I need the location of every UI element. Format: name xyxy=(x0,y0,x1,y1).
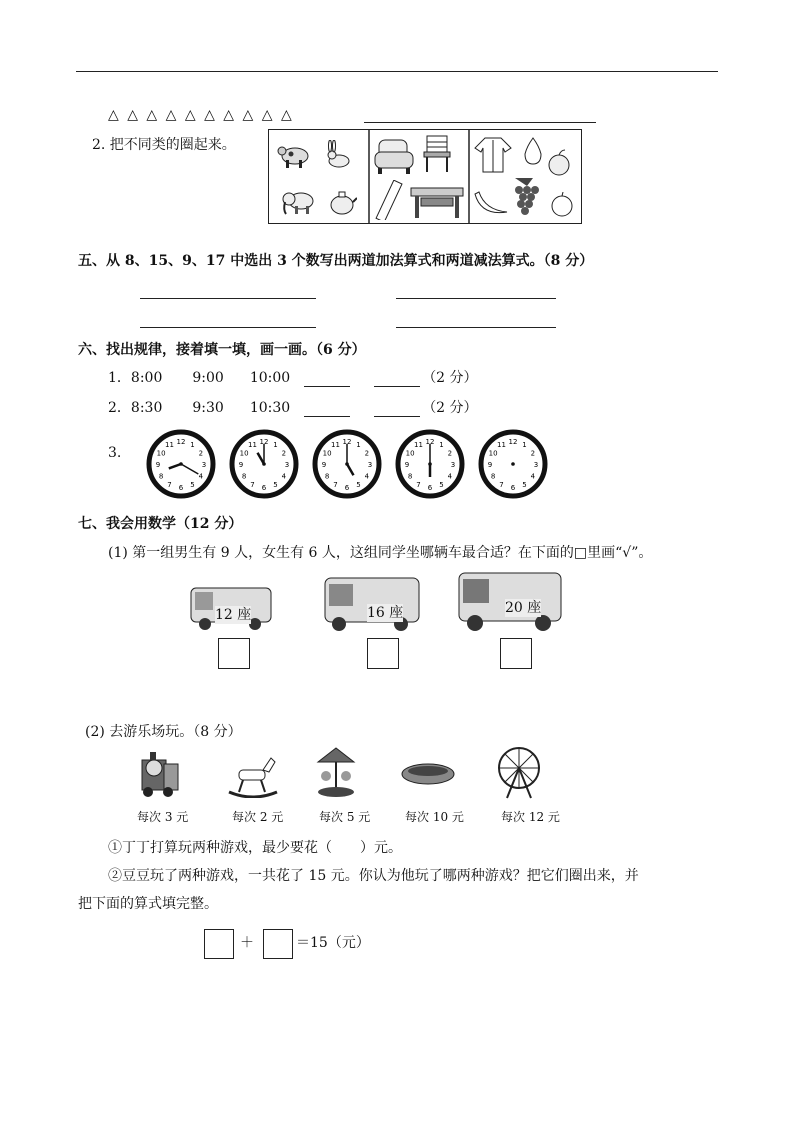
row-number: 3. xyxy=(108,445,122,461)
clock-face xyxy=(229,429,299,499)
clock-numeral: 2 xyxy=(198,449,204,458)
clock-numeral: 10 xyxy=(322,449,332,458)
clock-numeral: 10 xyxy=(156,449,166,458)
grapes-icon xyxy=(507,172,541,218)
clock-numeral: 12 xyxy=(176,438,186,446)
ride-price: 每次 5 元 xyxy=(319,810,371,824)
clock-numeral: 6 xyxy=(427,484,433,492)
answer-blank[interactable] xyxy=(374,372,420,387)
clock-numeral: 7 xyxy=(499,480,504,489)
clock-numeral: 5 xyxy=(439,480,444,489)
clock-numeral: 5 xyxy=(356,480,361,489)
clock-numeral: 8 xyxy=(407,472,413,481)
clock-numeral: 6 xyxy=(178,484,184,492)
train-ride-icon xyxy=(134,750,184,800)
bus-seat-label: 12 座 xyxy=(215,607,252,623)
addend-box-2[interactable] xyxy=(263,929,293,959)
clock-numeral: 4 xyxy=(530,472,536,481)
clock-numeral: 3 xyxy=(450,461,456,469)
clock-numeral: 7 xyxy=(333,480,338,489)
section-five-title: 五、从 8、15、9、17 中选出 3 个数写出两道加法算式和两道减法算式。（8 分） xyxy=(78,253,594,269)
clock-numeral: 11 xyxy=(331,441,340,450)
header-rule xyxy=(76,71,718,72)
pattern-row-2 xyxy=(108,399,478,417)
q2-label: 2. 把不同类的圈起来。 xyxy=(92,137,236,153)
clock-numeral: 2 xyxy=(281,449,287,458)
addend-box-1[interactable] xyxy=(204,929,234,959)
clock-numeral: 1 xyxy=(439,441,444,450)
clock-numeral: 4 xyxy=(364,472,370,481)
clock-numeral: 8 xyxy=(241,472,247,481)
clock-numeral: 12 xyxy=(508,438,518,446)
clock-numeral: 7 xyxy=(416,480,421,489)
clock-numeral: 11 xyxy=(248,441,257,450)
answer-line[interactable] xyxy=(396,298,556,299)
row-number: 2． xyxy=(108,400,131,416)
ride-price: 每次 10 元 xyxy=(405,810,464,824)
clock-numeral: 3 xyxy=(533,461,539,469)
question-2-line-2: 把下面的算式填完整。 xyxy=(78,896,218,912)
clock-numeral: 2 xyxy=(447,449,453,458)
clock-numeral: 8 xyxy=(158,472,164,481)
classification-picture-grid xyxy=(268,129,582,224)
clock-numeral: 9 xyxy=(321,461,327,469)
answer-line[interactable] xyxy=(140,327,316,328)
ride-price: 每次 2 元 xyxy=(232,810,284,824)
clock-face xyxy=(312,429,382,499)
clock-numeral: 9 xyxy=(487,461,493,469)
clock-numeral: 8 xyxy=(324,472,330,481)
check-box-16-seat[interactable] xyxy=(367,638,399,669)
time-value: 8:00 xyxy=(130,370,163,386)
clock-numeral: 9 xyxy=(238,461,244,469)
section-seven-title: 七、我会用数学（12 分） xyxy=(78,516,243,532)
time-value: 9:00 xyxy=(192,370,224,386)
armchair-icon xyxy=(373,136,415,176)
plus-sign: ＋ xyxy=(240,935,254,951)
triangle-row: △ △ △ △ △ △ △ △ △ △ xyxy=(108,107,294,123)
clock-numeral: 1 xyxy=(522,441,527,450)
rocking-horse-icon xyxy=(225,752,281,798)
answer-line[interactable] xyxy=(396,327,556,328)
clock-numeral: 8 xyxy=(490,472,496,481)
boat-ride-icon xyxy=(400,758,456,790)
clock-numeral: 11 xyxy=(497,441,506,450)
time-value: 10:30 xyxy=(249,400,291,416)
clock-numeral: 6 xyxy=(510,484,516,492)
bus-12-seat xyxy=(189,584,273,632)
ride-price: 每次 3 元 xyxy=(137,810,189,824)
clock-numeral: 12 xyxy=(259,438,269,446)
jacket-icon xyxy=(473,136,513,174)
answer-blank[interactable] xyxy=(304,372,350,387)
peach-icon xyxy=(545,148,573,178)
equation-result: ＝15（元） xyxy=(296,935,370,951)
clock-numeral: 5 xyxy=(273,480,278,489)
time-value: 8:30 xyxy=(130,400,163,416)
clock-face xyxy=(146,429,216,499)
clock-numeral: 12 xyxy=(425,438,435,446)
clock-numeral: 9 xyxy=(155,461,161,469)
banana-icon xyxy=(473,188,509,218)
bus-question: (1) 第一组男生有 9 人，女生有 6 人，这组同学坐哪辆车最合适？在下面的□里画“√”。 xyxy=(108,545,653,561)
score-label: （2 分） xyxy=(422,400,478,416)
triangle-answer-line xyxy=(364,122,596,123)
clock-numeral: 1 xyxy=(273,441,278,450)
time-value: 10:00 xyxy=(249,370,291,386)
apple-icon xyxy=(549,192,575,218)
clock-numeral: 4 xyxy=(281,472,287,481)
carousel-icon xyxy=(314,746,358,800)
clock-numeral: 5 xyxy=(522,480,527,489)
check-box-20-seat[interactable] xyxy=(500,638,532,669)
question-1: ①丁丁打算玩两种游戏，最少要花（ ）元。 xyxy=(108,840,402,856)
chair-icon xyxy=(419,134,455,174)
bus-seat-label: 16 座 xyxy=(367,605,404,621)
section-six-title: 六、找出规律，接着填一填，画一画。（6 分） xyxy=(78,342,366,358)
clock-numeral: 2 xyxy=(364,449,370,458)
clock-numeral: 1 xyxy=(356,441,361,450)
rabbit-icon xyxy=(324,140,354,170)
amusement-question: (2) 去游乐场玩。（8 分） xyxy=(85,724,242,740)
clock-numeral: 11 xyxy=(414,441,423,450)
row-number: 1． xyxy=(108,370,131,386)
clock-numeral: 5 xyxy=(190,480,195,489)
clock-face[interactable] xyxy=(395,429,465,499)
clock-numeral: 11 xyxy=(165,441,174,450)
question-2-line-1: ②豆豆玩了两种游戏，一共花了 15 元。你认为他玩了哪两种游戏？把它们圈出来，并 xyxy=(108,868,639,884)
clock-numeral: 10 xyxy=(405,449,415,458)
elephant-icon xyxy=(281,188,315,216)
clock-numeral: 3 xyxy=(284,461,290,469)
clock-numeral: 6 xyxy=(344,484,350,492)
clock-numeral: 7 xyxy=(167,480,172,489)
clock-numeral: 9 xyxy=(404,461,410,469)
answer-blank[interactable] xyxy=(304,402,350,417)
answer-line[interactable] xyxy=(140,298,316,299)
time-value: 9:30 xyxy=(192,400,224,416)
clock-numeral: 6 xyxy=(261,484,267,492)
clock-numeral: 10 xyxy=(239,449,249,458)
kettle-icon xyxy=(327,188,357,216)
clock-numeral: 1 xyxy=(190,441,195,450)
clock-numeral: 3 xyxy=(367,461,373,469)
clock-numeral: 12 xyxy=(342,438,352,446)
answer-blank[interactable] xyxy=(374,402,420,417)
clock-face-to-draw[interactable] xyxy=(478,429,548,499)
ferris-wheel-icon xyxy=(491,744,547,800)
bus-16-seat xyxy=(323,576,421,632)
ride-price: 每次 12 元 xyxy=(501,810,560,824)
bus-seat-label: 20 座 xyxy=(505,600,542,616)
score-label: （2 分） xyxy=(422,370,478,386)
table-icon xyxy=(409,184,465,220)
clock-numeral: 3 xyxy=(201,461,207,469)
bus-20-seat xyxy=(457,571,563,632)
pattern-row-1 xyxy=(108,369,478,387)
ruler-icon xyxy=(373,180,407,220)
clock-numeral: 4 xyxy=(198,472,204,481)
clock-numeral: 2 xyxy=(530,449,536,458)
clock-numeral: 4 xyxy=(447,472,453,481)
check-box-12-seat[interactable] xyxy=(218,638,250,669)
cow-icon xyxy=(277,142,313,170)
clock-numeral: 7 xyxy=(250,480,255,489)
pear-icon xyxy=(519,134,547,166)
clock-numeral: 10 xyxy=(488,449,498,458)
